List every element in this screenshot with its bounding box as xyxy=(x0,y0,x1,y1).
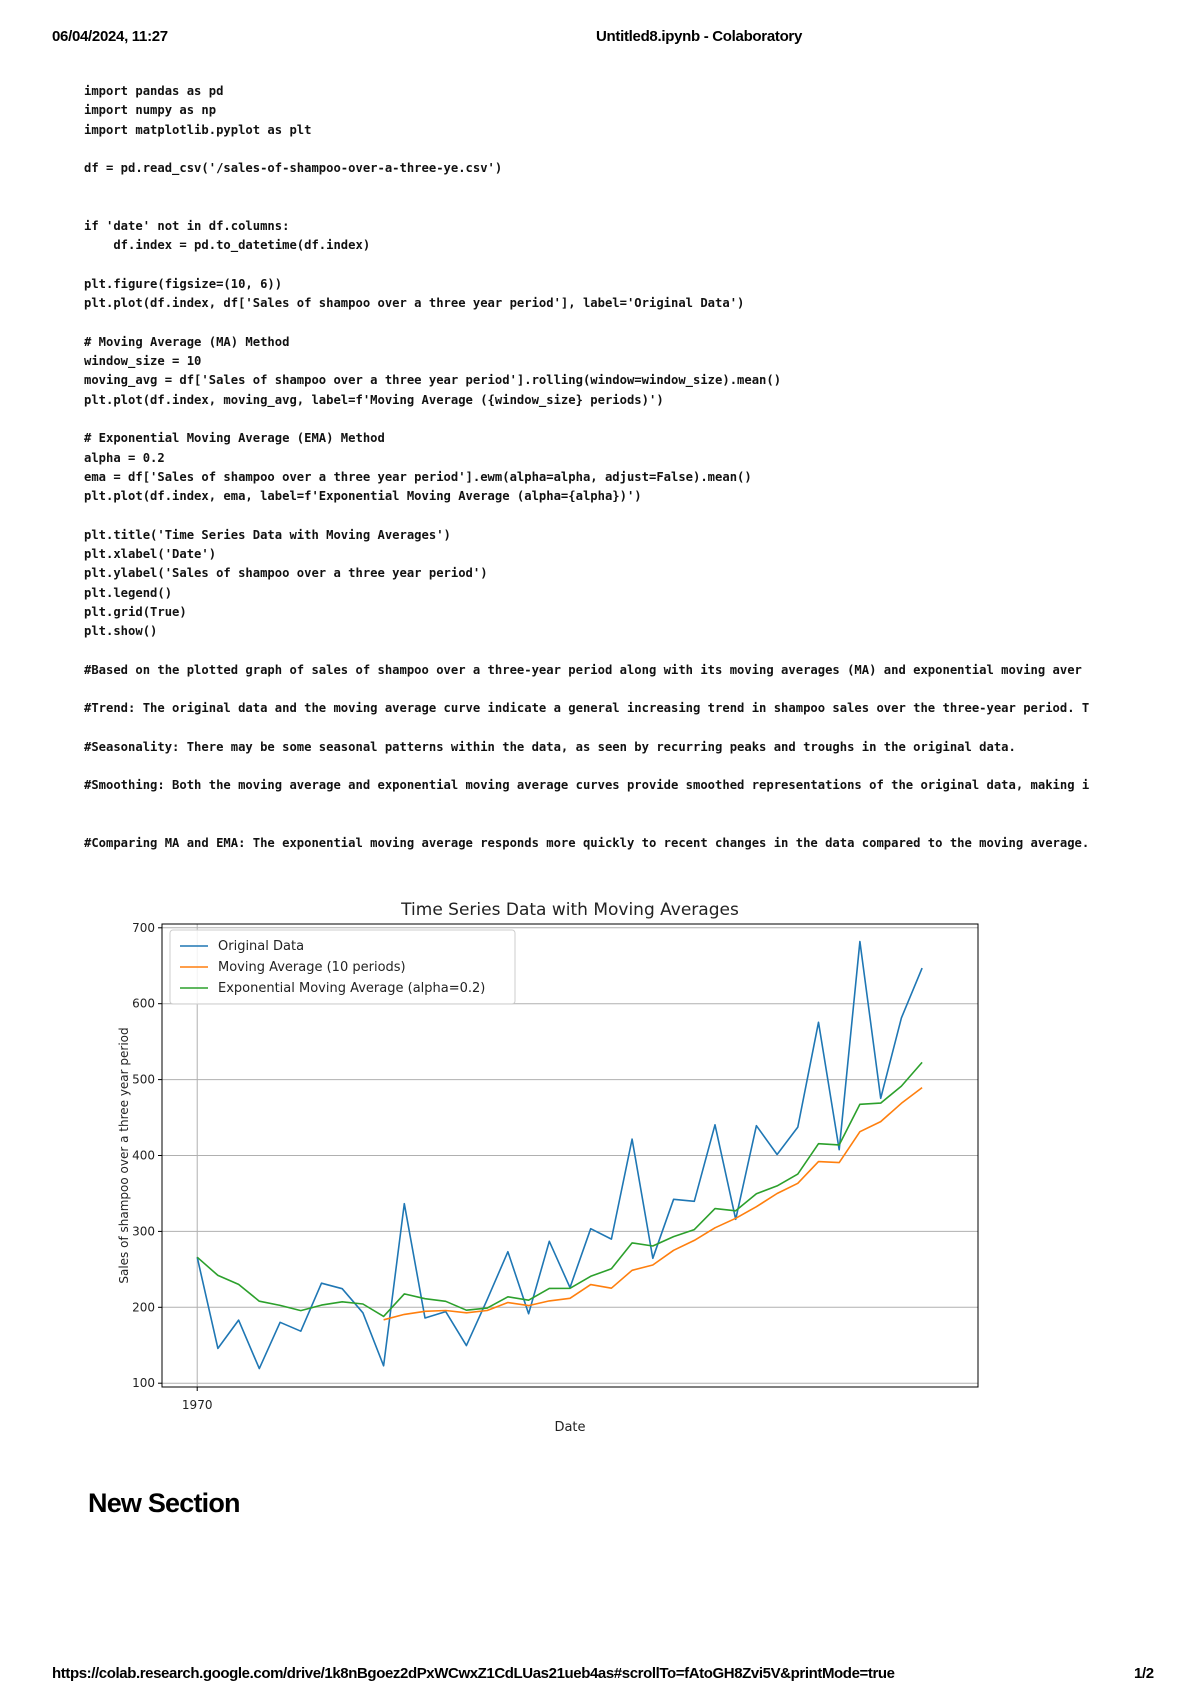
comment-line: #Smoothing: Both the moving average and exponential moving average curves provide smoothed representations of the original data, making i xyxy=(84,778,1090,792)
comment-line: #Seasonality: There may be some seasonal patterns within the data, as seen by recurring peaks and troughs in the original data. xyxy=(84,740,1016,754)
legend-label: Original Data xyxy=(218,939,305,954)
code-line xyxy=(84,198,1156,217)
chart-title: Time Series Data with Moving Averages xyxy=(401,900,739,920)
y-tick-label: 500 xyxy=(132,1072,155,1087)
y-tick-label: 600 xyxy=(132,996,155,1011)
code-line: df = pd.read_csv('/sales-of-shampoo-over-a-three-ye.csv') xyxy=(84,161,503,176)
code-line: plt.title('Time Series Data with Moving Averages') xyxy=(84,527,451,542)
print-header-datetime: 06/04/2024, 11:27 xyxy=(52,28,168,45)
code-line xyxy=(84,410,1156,429)
code-line: alpha = 0.2 xyxy=(84,450,165,465)
x-tick-label: 1970 xyxy=(181,1398,213,1412)
y-axis-label: Sales of shampoo over a three year period xyxy=(117,1027,131,1284)
code-line: if 'date' not in df.columns: xyxy=(84,219,290,234)
code-line: plt.ylabel('Sales of shampoo over a three year period') xyxy=(84,566,488,581)
print-header-title: Untitled8.ipynb - Colaboratory xyxy=(596,28,803,45)
code-line: # Moving Average (MA) Method xyxy=(84,334,290,349)
print-footer-url: https://colab.research.google.com/drive/1k8nBgoez2dPxWCwxZ1CdLUas21ueb4as#scrollTo=fAtoGH8Zvi5V&printMode=true xyxy=(52,1665,895,1682)
code-line: ema = df['Sales of shampoo over a three year period'].ewm(alpha=alpha, adjust=False).mean() xyxy=(84,469,752,484)
y-tick-label: 200 xyxy=(132,1300,155,1315)
code-line: window_size = 10 xyxy=(84,354,202,369)
code-line: plt.grid(True) xyxy=(84,605,187,620)
comment-line: #Trend: The original data and the moving average curve indicate a general increasing trend in shampoo sales over the three-year period. T xyxy=(84,701,1090,715)
code-line: plt.plot(df.index, moving_avg, label=f'Moving Average ({window_size} periods)') xyxy=(84,392,664,407)
comment-line: #Based on the plotted graph of sales of shampoo over a three-year period along with its moving averages (MA) and exponential moving aver xyxy=(84,663,1082,677)
code-line: plt.figure(figsize=(10, 6)) xyxy=(84,276,283,291)
legend-label: Moving Average (10 periods) xyxy=(218,960,406,975)
code-line: df.index = pd.to_datetime(df.index) xyxy=(84,238,371,253)
code-line xyxy=(84,314,1156,333)
code-line xyxy=(84,256,1156,275)
code-line: plt.plot(df.index, df['Sales of shampoo over a three year period'], label='Original Data') xyxy=(84,296,745,311)
code-cell[interactable] xyxy=(84,82,1156,642)
code-line xyxy=(84,178,1156,197)
code-line: plt.xlabel('Date') xyxy=(84,547,217,562)
section-title: New Section xyxy=(88,1488,240,1518)
legend-label: Exponential Moving Average (alpha=0.2) xyxy=(218,981,486,996)
code-line: plt.show() xyxy=(84,624,158,639)
y-tick-label: 100 xyxy=(132,1376,155,1391)
comment-line: #Comparing MA and EMA: The exponential moving average responds more quickly to recent changes in the data compared to the moving average. xyxy=(84,836,1090,850)
code-line xyxy=(84,507,1156,526)
y-tick-label: 400 xyxy=(132,1148,155,1163)
code-line: import pandas as pd xyxy=(84,84,224,98)
code-line: plt.legend() xyxy=(84,585,173,600)
code-line: import matplotlib.pyplot as plt xyxy=(84,122,312,137)
chart xyxy=(117,890,1000,1442)
code-line xyxy=(84,140,1156,159)
x-axis-label: Date xyxy=(554,1420,586,1435)
code-line: import numpy as np xyxy=(84,103,217,118)
code-line: # Exponential Moving Average (EMA) Method xyxy=(84,431,385,446)
series-line xyxy=(197,1062,922,1316)
print-footer-page-number: 1/2 xyxy=(1134,1665,1154,1682)
code-line: moving_avg = df['Sales of shampoo over a three year period'].rolling(window=window_size).mean() xyxy=(84,373,782,388)
y-tick-label: 700 xyxy=(132,920,155,935)
y-tick-label: 300 xyxy=(132,1224,155,1239)
code-line: plt.plot(df.index, ema, label=f'Exponential Moving Average (alpha={alpha})') xyxy=(84,489,642,504)
